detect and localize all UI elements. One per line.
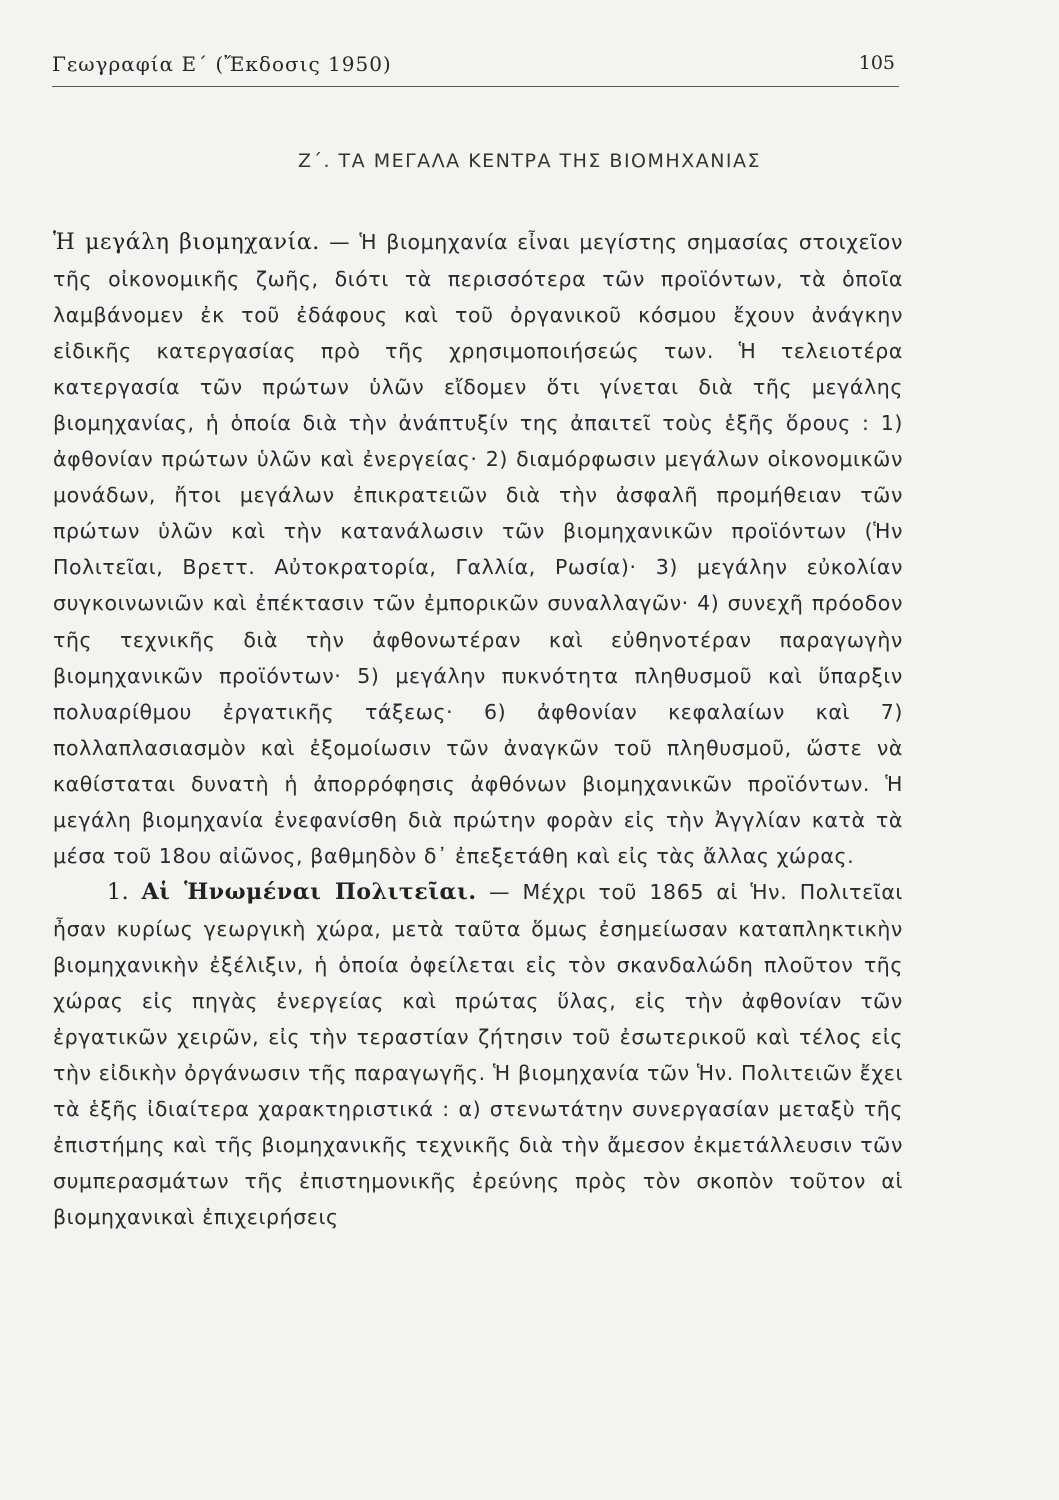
running-title: Γεωγραφία Ε΄ (Ἔκδοσις 1950) xyxy=(52,52,392,76)
section-body: — Μέχρι τοῦ 1865 αἱ Ἡν. Πολιτεῖαι ἦσαν κυρίως γεωργικὴ χώρα, μετὰ ταῦτα ὅμως ἐσημείωσαν καταπληκτικὴν βιομηχανικὴν ἐξέλιξιν, ἡ ὁποία ὀφείλεται εἰς τὸν σκανδαλώδη πλοῦτον τῆς χώρας εἰς πηγὰς ἐνεργείας καὶ πρώτας ὕλας, εἰς τὴν ἀφθονίαν τῶν ἐργατικῶν χειρῶν, εἰς τὴν τεραστίαν ζήτησιν τοῦ ἐσωτερικοῦ καὶ τέλος εἰς τὴν εἰδικὴν ὀργάνωσιν τῆς παραγωγῆς. Ἡ βιομηχανία τῶν Ἡν. Πολιτειῶν ἔχει τὰ ἑξῆς ἰδιαίτερα χαρακτηριστικά : α) στενωτάτην συνεργασίαν μεταξὺ τῆς ἐπιστήμης καὶ τῆς βιομηχανικῆς τεχνικῆς διὰ τὴν ἄμεσον ἐκμετάλλευσιν τῶν συμπερασμάτων τῆς ἐπιστημονικῆς ἐρεύνης πρὸς τὸν σκοπὸν τοῦτον αἱ βιομηχανικαὶ ἐπιχειρήσεις xyxy=(53,879,903,1230)
section-heading: Αἱ Ἡνωμέναι Πολιτεῖαι. xyxy=(141,878,477,905)
intro-body: — Ἡ βιομηχανία εἶναι μεγίστης σημασίας στοιχεῖον τῆς οἰκονομικῆς ζωῆς, διότι τὰ περισσότερα τῶν προϊόντων, τὰ ὁποῖα λαμβάνομεν ἐκ τοῦ ἐδάφους καὶ τοῦ ὀργανικοῦ κόσμου ἔχουν ἀνάγκην εἰδικῆς κατεργασίας πρὸ τῆς χρησιμοποιήσεώς των. Ἡ τελειοτέρα κατεργασία τῶν πρώτων ὑλῶν εἴδομεν ὅτι γίνεται διὰ τῆς μεγάλης βιομηχανίας, ἡ ὁποία διὰ τὴν ἀνάπτυξίν της ἀπαιτεῖ τοὺς ἑξῆς ὅρους : 1) ἀφθονίαν πρώτων ὑλῶν καὶ ἐνεργείας· 2) διαμόρφωσιν μεγάλων οἰκονομικῶν μονάδων, ἤτοι μεγάλων ἐπικρατειῶν διὰ τὴν ἀσφαλῆ προμήθειαν τῶν πρώτων ὑλῶν καὶ τὴν κατανάλωσιν τῶν βιομηχανικῶν προϊόντων (Ἡν Πολιτεῖαι, Βρεττ. Αὐτοκρατορία, Γαλλία, Ρωσία)· 3) μεγάλην εὐκολίαν συγκοινωνιῶν καὶ ἐπέκτασιν τῶν ἐμπορικῶν συναλλαγῶν· 4) συνεχῆ πρόοδον τῆς τεχνικῆς διὰ τὴν ἀφθονωτέραν καὶ εὐθηνοτέραν παραγωγὴν βιομηχανικῶν προϊόντων· 5) μεγάλην πυκνότητα πληθυσμοῦ καὶ ὕπαρξιν πολυαρίθμου ἐργατικῆς τάξεως· 6) ἀφθονίαν κεφαλαίων καὶ 7) πολλαπλασιασμὸν καὶ ἐξομοίωσιν τῶν ἀναγκῶν τοῦ πληθυσμοῦ, ὥστε νὰ καθίσταται δυνατὴ ἡ ἀπορρόφησις ἀφθόνων βιομηχανικῶν προϊόντων. Ἡ μεγάλη βιομηχανία ἐνεφανίσθη διὰ πρώτην φορὰν εἰς τὴν Ἀγγλίαν κατὰ τὰ μέσα τοῦ 18ου αἰῶνος, βαθμηδὸν δ᾿ ἐπεξετάθη καὶ εἰς τὰς ἄλλας χώρας. xyxy=(53,230,904,868)
section-number: 1. xyxy=(107,879,130,905)
intro-paragraph xyxy=(53,224,903,874)
running-header xyxy=(52,52,899,87)
page-number: 105 xyxy=(858,52,895,74)
chapter-heading: Ζ΄. ΤΑ ΜΕΓΑΛΑ ΚΕΝΤΡΑ ΤΗΣ ΒΙΟΜΗΧΑΝΙΑΣ xyxy=(297,150,762,172)
body-text xyxy=(53,224,903,1235)
section-1-paragraph xyxy=(53,874,903,1235)
intro-heading: Ἡ μεγάλη βιομηχανία. xyxy=(53,230,320,255)
